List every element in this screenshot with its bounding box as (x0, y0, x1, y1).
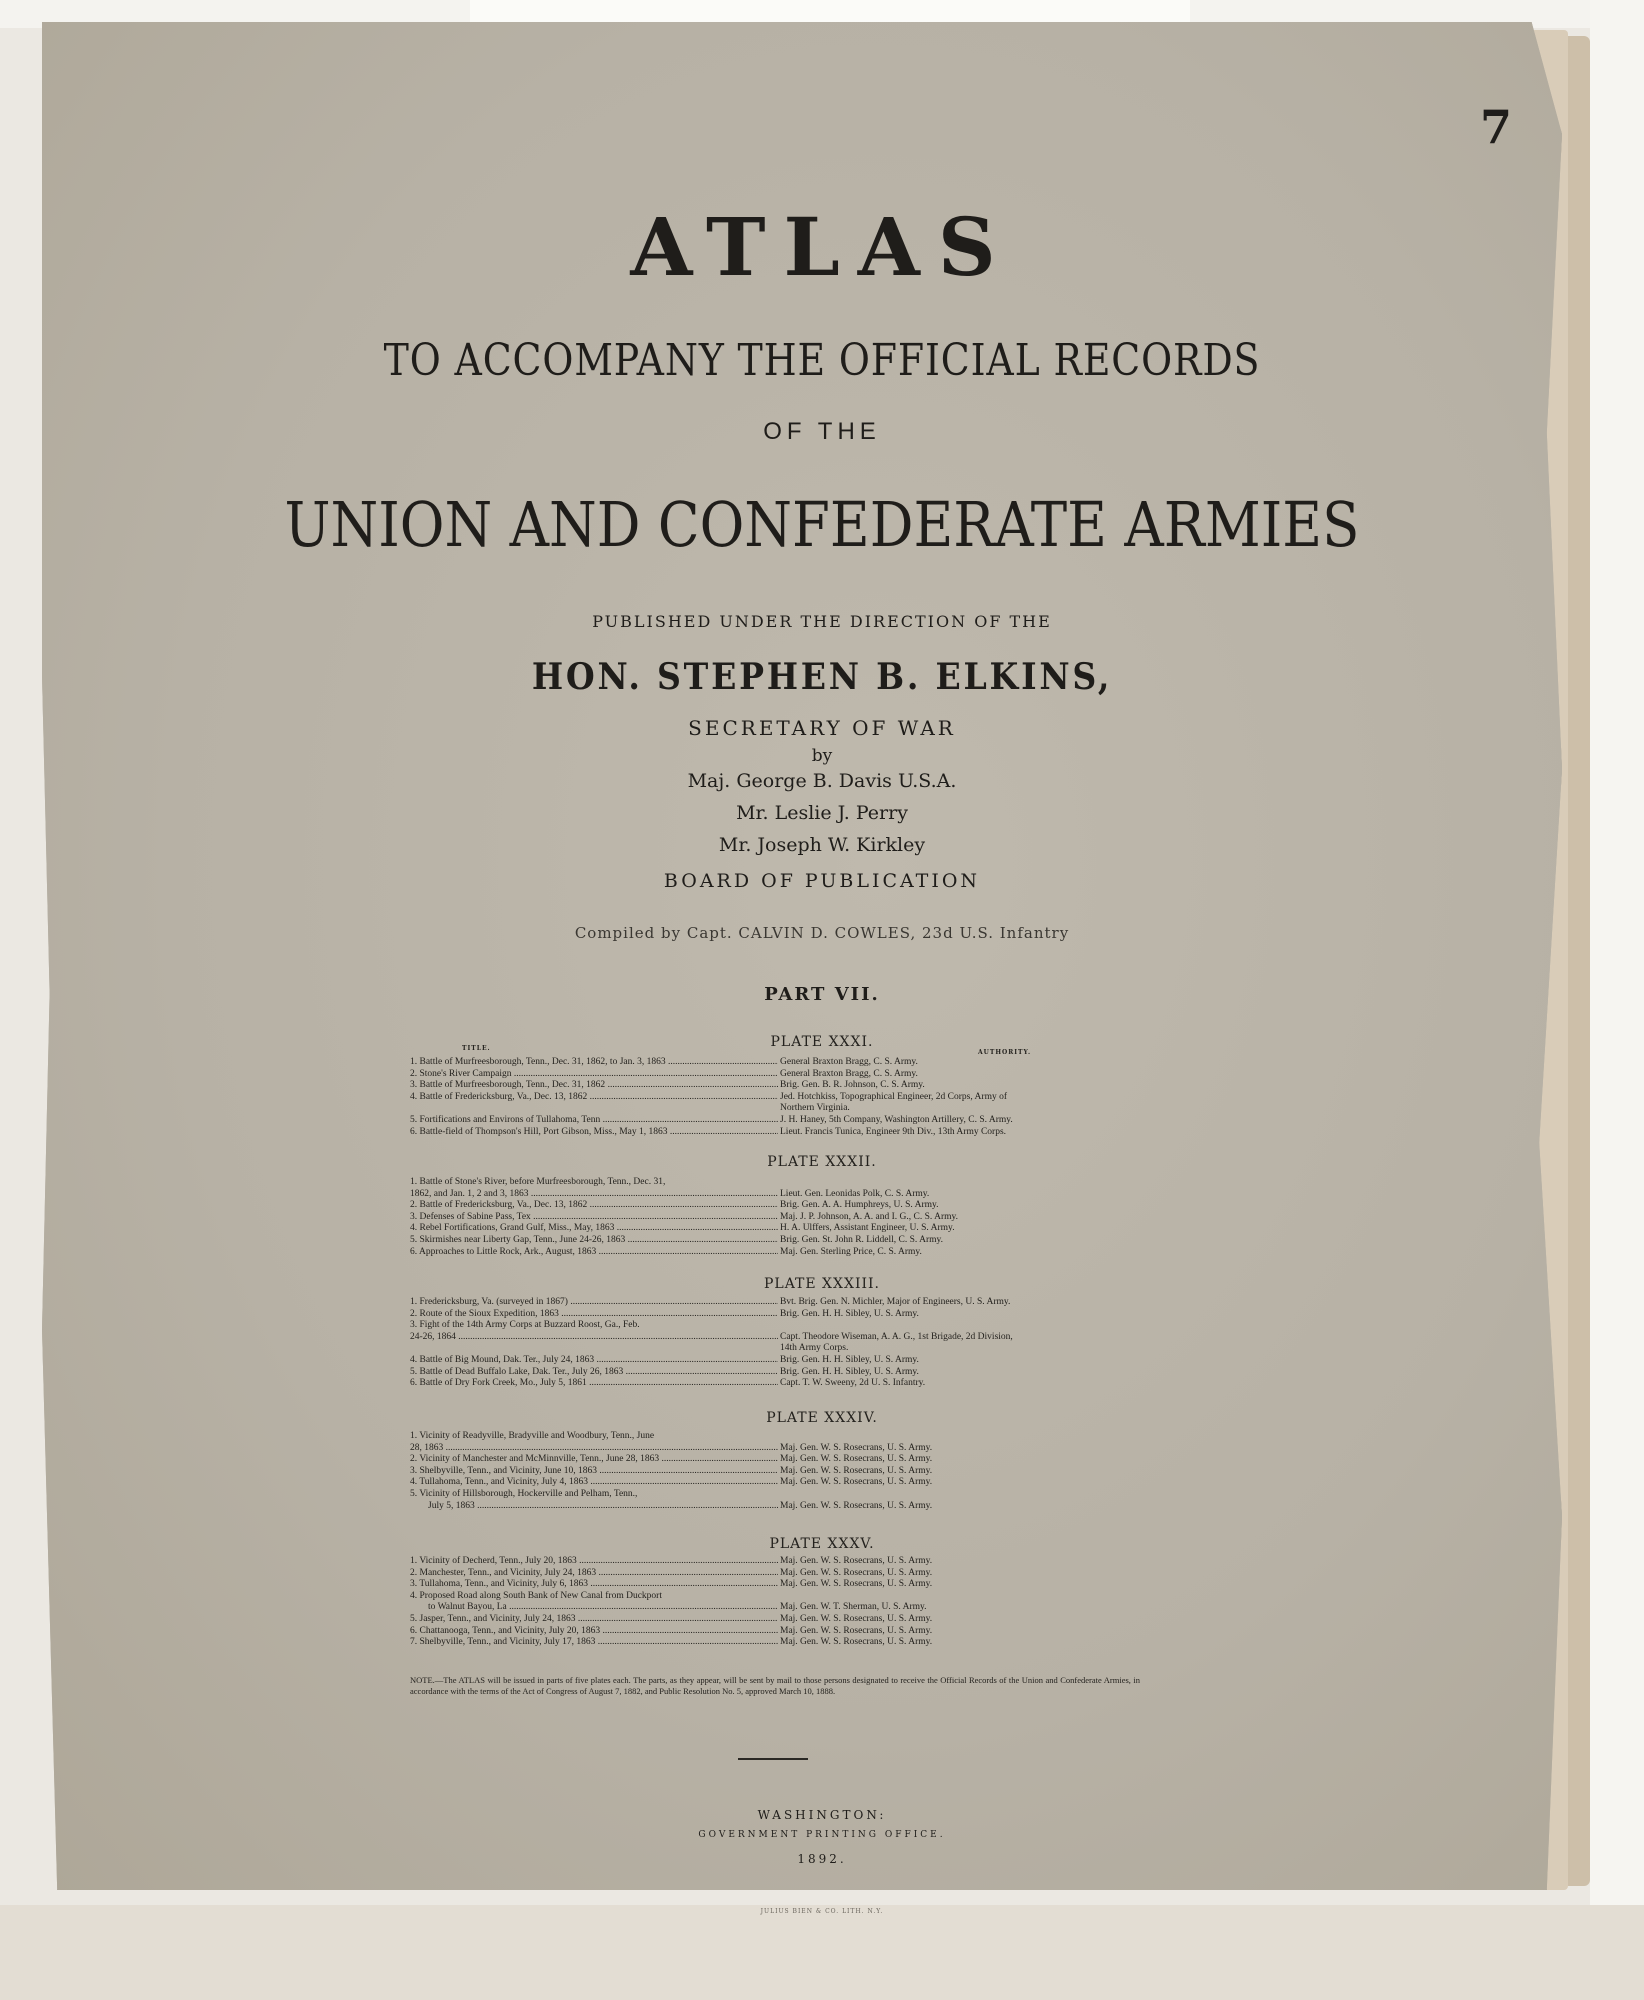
plate-entry-row (410, 1477, 1150, 1489)
plate-entries (410, 1431, 1150, 1512)
divider-rule (738, 1758, 808, 1760)
plate-entry-row (410, 1189, 1150, 1201)
author-davis: Maj. George B. Davis U.S.A. (687, 770, 957, 792)
plate-entry-row (410, 1057, 1150, 1069)
plate-entries (410, 1297, 1150, 1390)
plate-entry-row (410, 1297, 1150, 1309)
plate-entry-row (410, 1355, 1150, 1367)
plate-entry-row (410, 1591, 1150, 1603)
plate-entry-row (410, 1320, 1150, 1332)
entry-authority: Maj. Gen. W. S. Rosecrans, U. S. Army. (780, 1500, 933, 1511)
entry-title: 5. Skirmishes near Liberty Gap, Tenn., June 24-26, 1863 ..... (410, 1235, 778, 1247)
entry-authority: Maj. Gen. W. S. Rosecrans, U. S. Army. (780, 1442, 933, 1453)
entry-title: 2. Route of the Sioux Expedition, 1863 ..... (410, 1309, 778, 1321)
entry-title: 2. Battle of Fredericksburg, Va., Dec. 13, 1862 ..... (410, 1200, 778, 1212)
plate-heading: PLATE XXXV. (769, 1536, 875, 1552)
plate-entry-row (410, 1489, 1150, 1501)
part-heading: PART VII. (764, 984, 880, 1005)
entry-title: 2. Stone's River Campaign ..... (410, 1069, 778, 1081)
lithographer-imprint: JULIUS BIEN & CO. LITH. N.Y. (760, 1908, 884, 1915)
by-line: by (811, 746, 833, 766)
entry-title: 6. Battle of Dry Fork Creek, Mo., July 5, 1861 ..... (410, 1378, 778, 1390)
entry-authority: Brig. Gen. St. John R. Liddell, C. S. Army. (780, 1234, 944, 1245)
plate-entry-row (410, 1466, 1150, 1478)
entry-authority: Maj. Gen. W. S. Rosecrans, U. S. Army. (780, 1637, 933, 1648)
plate-entry-row (410, 1579, 1150, 1591)
of-the-line: OF THE (763, 418, 881, 445)
entry-title: 5. Fortifications and Environs of Tullahoma, Tenn ..... (410, 1115, 778, 1127)
plate-entry-row (410, 1177, 1150, 1189)
entry-title: 3. Fight of the 14th Army Corps at Buzzard Roost, Ga., Feb. (410, 1320, 640, 1331)
plate-entries (410, 1057, 1150, 1138)
entry-authority: Maj. Gen. W. S. Rosecrans, U. S. Army. (780, 1613, 933, 1624)
entry-authority: Lieut. Francis Tunica, Engineer 9th Div., 13th Army Corps. (780, 1126, 1007, 1137)
entry-title: 3. Shelbyville, Tenn., and Vicinity, June 10, 1863 ..... (410, 1466, 778, 1478)
entry-title: 4. Battle of Big Mound, Dak. Ter., July 24, 1863 ..... (410, 1355, 778, 1367)
entry-title: 2. Manchester, Tenn., and Vicinity, July 24, 1863 ..... (410, 1568, 778, 1580)
entry-authority: General Braxton Bragg, C. S. Army. (780, 1068, 918, 1079)
entry-title: 2. Vicinity of Manchester and McMinnville, Tenn., June 28, 1863 ..... (410, 1454, 778, 1466)
plate-entry-row (410, 1115, 1150, 1127)
plate-entry-row (410, 1626, 1150, 1638)
entry-authority: Maj. J. P. Johnson, A. A. and I. G., C. S. Army. (780, 1211, 959, 1222)
plate-heading: PLATE XXXII. (767, 1154, 877, 1170)
plate-entry-row (410, 1343, 1150, 1355)
entry-title: to Walnut Bayou, La ..... (410, 1602, 778, 1614)
entry-authority: Capt. T. W. Sweeny, 2d U. S. Infantry. (780, 1378, 926, 1389)
entry-title: 5. Jasper, Tenn., and Vicinity, July 24, 1863 ..... (410, 1614, 778, 1626)
note-paragraph: NOTE.—The ATLAS will be issued in parts of five plates each. The parts, as they appear, will be sent by mail to those persons designated to receive the Official Records of the Union and Confederate Armies, in accordance with the terms of the Act of Congress of August 7, 1882, and Public Resolution No. 5, approved March 10, 1888. (410, 1675, 1140, 1696)
plate-entries (410, 1177, 1150, 1258)
entry-authority: Maj. Gen. W. S. Rosecrans, U. S. Army. (780, 1579, 933, 1590)
plate-entry-row (410, 1092, 1150, 1104)
plate-entry-row (410, 1332, 1150, 1344)
author-kirkley: Mr. Joseph W. Kirkley (718, 834, 926, 856)
plate-entry-row (410, 1501, 1150, 1513)
entry-title: 4. Rebel Fortifications, Grand Gulf, Miss., May, 1863 ..... (410, 1223, 778, 1235)
entry-title: 1. Battle of Murfreesborough, Tenn., Dec. 31, 1862, to Jan. 3, 1863 ..... (410, 1057, 778, 1069)
plate-entry-row (410, 1247, 1150, 1259)
entry-authority: Northern Virginia. (780, 1103, 850, 1114)
entry-title: 6. Chattanooga, Tenn., and Vicinity, July 20, 1863 ..... (410, 1626, 778, 1638)
entry-authority: Brig. Gen. H. H. Sibley, U. S. Army. (780, 1308, 919, 1319)
entry-title: 6. Approaches to Little Rock, Ark., August, 1863 ..... (410, 1247, 778, 1259)
plate-entry-row (410, 1556, 1150, 1568)
entry-authority: H. A. Ulffers, Assistant Engineer, U. S. Army. (780, 1223, 955, 1234)
entry-authority: Maj. Gen. W. T. Sherman, U. S. Army. (780, 1602, 927, 1613)
entry-title: 3. Battle of Murfreesborough, Tenn., Dec. 31, 1862 ..... (410, 1080, 778, 1092)
secretary-title: SECRETARY OF WAR (688, 716, 956, 740)
secretary-name: HON. STEPHEN B. ELKINS, (531, 656, 1113, 698)
printing-office-line: GOVERNMENT PRINTING OFFICE. (698, 1830, 946, 1840)
page-number: 7 (1480, 100, 1513, 154)
entry-title: 3. Tullahoma, Tenn., and Vicinity, July 6, 1863 ..... (410, 1579, 778, 1591)
plate-entry-row (410, 1454, 1150, 1466)
plate-entry-row (410, 1235, 1150, 1247)
entry-authority: Brig. Gen. A. A. Humphreys, U. S. Army. (780, 1200, 939, 1211)
plate-entry-row (410, 1309, 1150, 1321)
plate-entry-row (410, 1367, 1150, 1379)
plate-entry-row (410, 1431, 1150, 1443)
atlas-title: ATLAS (630, 200, 1014, 294)
plate-entry-row (410, 1069, 1150, 1081)
entry-authority: Brig. Gen. B. R. Johnson, C. S. Army. (780, 1080, 925, 1091)
entry-authority: Lieut. Gen. Leonidas Polk, C. S. Army. (780, 1188, 930, 1199)
entry-title: 1. Vicinity of Readyville, Bradyville and Woodbury, Tenn., June (410, 1431, 655, 1441)
entry-title: 1. Vicinity of Decherd, Tenn., July 20, 1863 ..... (410, 1556, 778, 1568)
entry-title: 6. Battle-field of Thompson's Hill, Port Gibson, Miss., May 1, 1863 ..... (410, 1127, 778, 1139)
plate-entry-row (410, 1200, 1150, 1212)
entry-authority: Maj. Gen. Sterling Price, C. S. Army. (780, 1246, 922, 1257)
entry-title: 5. Battle of Dead Buffalo Lake, Dak. Ter., July 26, 1863 ..... (410, 1367, 778, 1379)
entry-title: 3. Defenses of Sabine Pass, Tex ..... (410, 1212, 778, 1224)
entry-authority: Brig. Gen. H. H. Sibley, U. S. Army. (780, 1354, 919, 1365)
entry-title: 1. Battle of Stone's River, before Murfreesborough, Tenn., Dec. 31, (410, 1177, 666, 1187)
plate-entry-row (410, 1568, 1150, 1580)
entry-title: 4. Tullahoma, Tenn., and Vicinity, July 4, 1863 ..... (410, 1477, 778, 1489)
plate-entry-row (410, 1212, 1150, 1224)
authority-column-header: AUTHORITY. (978, 1049, 1032, 1056)
entry-title: 28, 1863 ..... (410, 1443, 778, 1455)
plate-entry-row (410, 1378, 1150, 1390)
entry-authority: Maj. Gen. W. S. Rosecrans, U. S. Army. (780, 1477, 933, 1488)
entry-authority: Maj. Gen. W. S. Rosecrans, U. S. Army. (780, 1465, 933, 1476)
plate-heading: PLATE XXXIV. (766, 1410, 878, 1426)
entry-authority: 14th Army Corps. (780, 1343, 849, 1354)
plate-entry-row (410, 1637, 1150, 1649)
board-line: BOARD OF PUBLICATION (663, 870, 981, 892)
entry-title: 4. Battle of Fredericksburg, Va., Dec. 13, 1862 ..... (410, 1092, 778, 1104)
armies-heading: UNION AND CONFEDERATE ARMIES (284, 488, 1360, 561)
entry-authority: Maj. Gen. W. S. Rosecrans, U. S. Army. (780, 1567, 933, 1578)
compiled-line: Compiled by Capt. CALVIN D. COWLES, 23d U.S. Infantry (574, 924, 1070, 942)
entry-authority: Maj. Gen. W. S. Rosecrans, U. S. Army. (780, 1454, 933, 1465)
entry-title: 1. Fredericksburg, Va. (surveyed in 1867) ..... (410, 1297, 778, 1309)
entry-title: 24-26, 1864 ..... (410, 1332, 778, 1344)
plate-heading: PLATE XXXIII. (763, 1276, 880, 1292)
entry-authority: Maj. Gen. W. S. Rosecrans, U. S. Army. (780, 1556, 933, 1566)
subtitle: TO ACCOMPANY THE OFFICIAL RECORDS (383, 335, 1261, 386)
plate-entry-row (410, 1080, 1150, 1092)
entry-authority: J. H. Haney, 5th Company, Washington Artillery, C. S. Army. (780, 1114, 1013, 1125)
plate-entry-row (410, 1223, 1150, 1235)
plate-entry-row (410, 1127, 1150, 1139)
entry-title: July 5, 1863 ..... (410, 1501, 778, 1513)
plate-entry-row (410, 1602, 1150, 1614)
plate-heading: PLATE XXXI. (770, 1034, 874, 1050)
entry-authority: Bvt. Brig. Gen. N. Michler, Major of Engineers, U. S. Army. (780, 1297, 1011, 1307)
entry-title: 1862, and Jan. 1, 2 and 3, 1863 ..... (410, 1189, 778, 1201)
entry-authority: Brig. Gen. H. H. Sibley, U. S. Army. (780, 1366, 919, 1377)
published-line: PUBLISHED UNDER THE DIRECTION OF THE (592, 612, 1052, 631)
entry-authority: Jed. Hotchkiss, Topographical Engineer, 2d Corps, Army of (780, 1091, 1008, 1102)
plate-entry-row (410, 1443, 1150, 1455)
plate-entry-row (410, 1103, 1150, 1115)
entry-title: 4. Proposed Road along South Bank of New Canal from Duckport (410, 1590, 662, 1601)
author-perry: Mr. Leslie J. Perry (736, 802, 908, 824)
year-line: 1892. (797, 1852, 847, 1866)
backdrop-table (0, 1905, 1644, 2000)
washington-line: WASHINGTON: (757, 1808, 887, 1822)
backdrop-sheet-tab (470, 0, 1190, 25)
entry-authority: Capt. Theodore Wiseman, A. A. G., 1st Brigade, 2d Division, (780, 1331, 1013, 1342)
plate-entries (410, 1556, 1150, 1649)
entry-title: 7. Shelbyville, Tenn., and Vicinity, July 17, 1863 ..... (410, 1637, 778, 1649)
entry-authority: General Braxton Bragg, C. S. Army. (780, 1057, 918, 1067)
entry-authority: Maj. Gen. W. S. Rosecrans, U. S. Army. (780, 1625, 933, 1636)
title-column-header: TITLE. (462, 1045, 491, 1052)
plate-entry-row (410, 1614, 1150, 1626)
entry-title: 5. Vicinity of Hillsborough, Hockerville and Pelham, Tenn., (410, 1488, 638, 1499)
